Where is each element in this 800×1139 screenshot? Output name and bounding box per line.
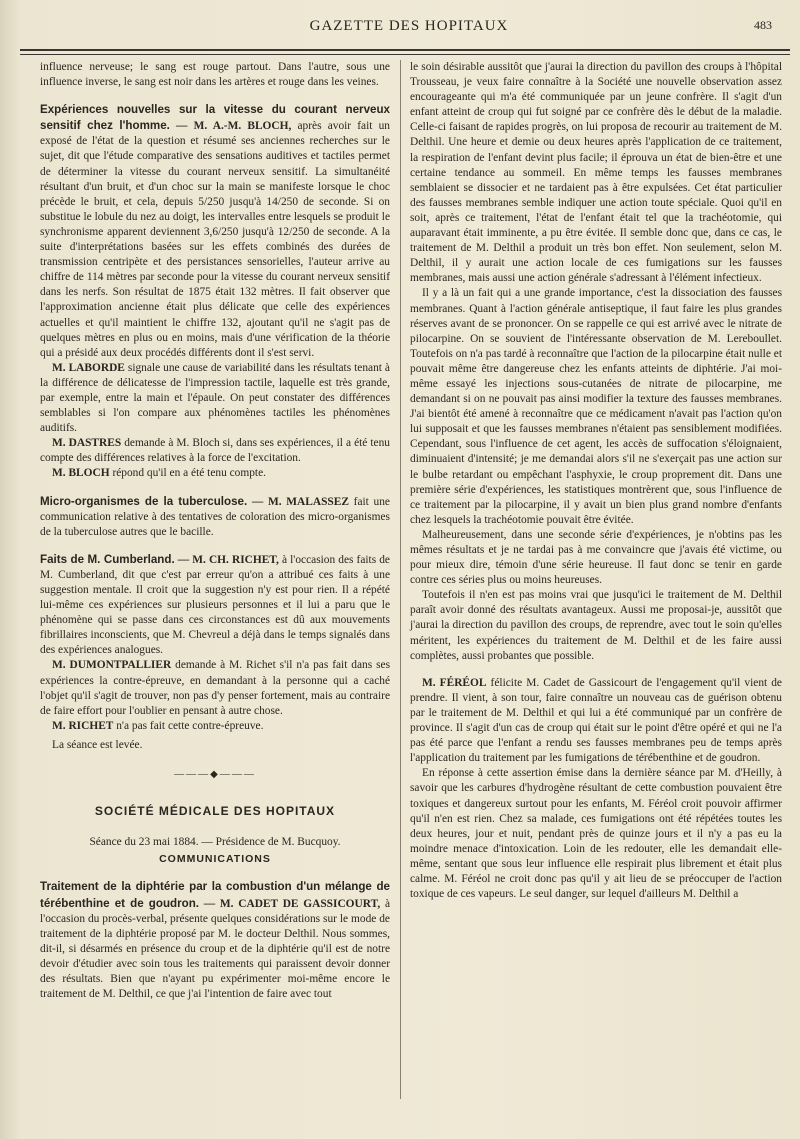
right-column <box>410 60 782 902</box>
paragraph <box>40 361 390 436</box>
paragraph-text: n'a pas fait cette contre-épreuve. <box>113 719 264 732</box>
paragraph <box>410 676 782 767</box>
left-column <box>40 60 390 1002</box>
speaker-name: M. RICHET <box>52 719 114 732</box>
section-heading: Micro-organismes de la tuberculose. <box>40 494 248 508</box>
speaker-name: — M. CH. RICHET, <box>177 553 279 566</box>
paragraph: influence nerveuse; le sang est rouge partout. Dans l'autre, sous une influence inverse, le sang est noir dans les artères et rouge dans les veines. <box>40 61 390 89</box>
paragraph-text: demande à M. Richet s'il n'a pas fait dans ses expériences la contre-épreuve, en demandant à la personne qui a caché l'objet qu'il s'agit de trouver, non pas d'y penser fortement, mais au contraire de faire effort pour l'oublier en pensant à autre chose. <box>40 659 391 717</box>
section-micro-organismes <box>40 494 390 540</box>
paragraph-text: après avoir fait un exposé de l'état de la question et résumé ses anciennes recherches sur le sujet, dit que l'étude comparative des sensations auditives et tactiles permet de déterminer la vitesse du courant nerveux sensitif. La simultanéité résultant d'un bruit, et d'un choc sur la main se manifeste lorsque le choc précède le bruit, et cela, depuis 5/250 jusqu'à 14/250 de seconde. Si on substitue le lobule du nez au doigt, les intervalles entre lesquels se produit le synchronisme apparent deviennent 3,6/250 jusqu'à 12/250 de seconde. A la suite d'interprétations basées sur les effets combinés des durées de transmission centripète et des persistances sensorielles, l'auteur arrive au chiffre de 114 mètres par seconde pour la vitesse du courant nerveux sensitif dans les nerfs. Son résultat de 1875 était 132 mètres. Il fait observer que l'approximation ancienne était plus délicate que celle des expériences actuelles et qu'il maintient le chiffre 132, ajoutant qu'il ne s'agit pas de quelques mètres en plus ou en moins, mais d'une vérification de la théorie qui a présidé aux deux procédés différents dont il s'est servi. <box>40 120 390 359</box>
paragraph-text: fait une communication relative à des tentatives de coloration des micro-organismes de la tuberculose autres que le bacille. <box>40 495 390 538</box>
closing-line: La séance est levée. <box>52 738 143 751</box>
speaker-name: M. DUMONTPALLIER <box>52 659 172 672</box>
section-heading: Expériences nouvelles sur la vitesse du courant nerveux sensitif chez l'homme. <box>40 103 390 133</box>
section-traitement-diphterie <box>40 879 390 1002</box>
section-cumberland <box>40 552 390 659</box>
speaker-name: M. DASTRES <box>52 437 122 450</box>
speaker-name: — M. A.-M. BLOCH, <box>176 120 292 133</box>
speaker-name: — M. MALASSEZ <box>251 495 349 508</box>
column-divider <box>400 60 401 1099</box>
communications-heading: COMMUNICATIONS <box>159 853 271 866</box>
speaker-name: M. FÉRÉOL <box>422 676 487 689</box>
running-title: GAZETTE DES HOPITAUX <box>309 18 509 34</box>
paragraph <box>40 658 390 718</box>
paragraph-text: à l'occasion des faits de M. Cumberland, dit que c'est par erreur qu'on a attribué ces faits à une suggestion mentale. Il croit que la suggestion n'y est pour rien. Il a répété lui-même ces expériences sur plusieurs personnes et il lui a paru que le phénomène qui se passe dans ces circonstances est dû aux mouvements fibrillaires inconscients, que M. Chevreul a déjà dans le temps signalés dans des expériences analogues. <box>40 553 390 657</box>
paragraph: Il y a là un fait qui a une grande importance, c'est la dissociation des fausses membranes. Quant à l'action générale antiseptique, il faut faire les plus grandes réserves avant de se prononcer. On se rappelle ce qui est arrivé avec le nitrate de pilocarpine. On se souvient de l'intéressante observation de M. Lereboullet. Toutefois on n'a pas tardé à reconnaître que l'action de la pilocarpine était nulle et pouvait même être dangereuse chez les enfants atteints de diphtérie. J'ai moi-même essayé les injections sous-cutanées de nitrate de pilocarpine, me demandant si on ne pouvait pas ainsi modifier la texture des fausses membranes. J'ai bientôt été amené à reconnaître que ce médicament n'avait pas l'action qu'on lui supposait et que les fausses membranes n'étaient pas sensiblement modifiées. Cependant, sous l'influence de cet agent, les accès de suffocation s'éloignaient, diminuaient d'intensité; je me demandai alors s'il ne s'exerçait pas une action sur le bulbe retardant ou empêchant l'asphyxie, le croup proprement dit. Dans une première série d'expériences, les statistiques montrèrent que, sous l'influence de ce traitement par la pilocarpine, il y avait un bien plus grand nombre d'enfants chez lesquels la trachéotomie pouvait être évitée. <box>410 287 782 526</box>
paragraph-text: signale une cause de variabilité dans les résultats tenant à la différence de délicatesse de l'impression tactile, laquelle est très grande, par exemple, entre la main et l'épaule. On peut constater des différences semblables si l'on compare aux phénomènes tactiles les phénomènes auditifs. <box>40 361 390 435</box>
paragraph-text: à l'occasion du procès-verbal, présente quelques considérations sur le mode de traitement de la diphtérie proposé par M. le docteur Delthil. Nous sommes, dit-il, si désarmés en présence du croup et de la diphtérie qu'il est de notre devoir d'étudier avec soin tous les traitements qui paraissent devoir donner des résultats. Bien que n'ayant pu expérimenter moi-même encore le traitement de M. Delthil, ce que j'ai l'intention de faire avec tout <box>40 897 390 1001</box>
paragraph: le soin désirable aussitôt que j'aurai la direction du pavillon des croups à l'hôpital Trousseau, je veux faire connaître à la Société une nouvelle observation assez encourageante qui m'a été communiquée par un jeune confrère. Il s'agit d'un enfant atteint de croup qui fut soigné par ce confrère dès le début de la maladie. Celle-ci faisant de rapides progrès, on lui proposa de recourir au traitement de M. Delthil. Une heure et demie ou deux heures après l'application de ce traitement, la respiration de l'enfant devint plus facile; il éprouva un état de bien-être et une certaine tendance au sommeil. En même temps les fausses membranes semblaient se dissocier et ne tardaient pas à être expulsées. Cet état particulier des fausses membranes semble indiquer une action toute spéciale. Quoi qu'il en soit, après ce traitement, l'état de l'enfant était tel que la trachéotomie, qui auparavant était imminente, a pu être évitée. Il semble donc que, dans ce cas, le traitement de M. Delthil a produit un très bon effet. Non seulement, selon M. Delthil, il y aurait une action locale de ces fumigations sur les fausses membranes, mais aussi une action générale s'adressant à l'élément infectieux. <box>410 61 782 285</box>
paragraph <box>40 719 390 734</box>
session-line: Séance du 23 mai 1884. — Présidence de M. Bucquoy. <box>89 836 341 849</box>
paragraph-text: félicite M. Cadet de Gassicourt de l'engagement qu'il vient de prendre. Il vient, à son tour, faire connaître un nouveau cas de guérison obtenu par le traitement de M. Delthil et qui lui a été communiqué par un confrère de province. Il s'agit d'un cas de croup qui était sur le point d'être opéré et qui ne l'a pas été parce que l'enfant a rendu ses fausses membranes peu de temps après l'application du traitement par les fumigations de térébenthine et de goudron. <box>410 676 782 765</box>
paragraph: Malheureusement, dans une seconde série d'expériences, je n'obtins pas les mêmes résultats et je ne tardai pas à me convaincre que j'avais été victime, ou pour mieux dire, témoin d'une série heureuse. Il faut donc se tenir en garde contre ces séries plus ou moins heureuses. <box>410 528 782 587</box>
header-rule-thick <box>20 49 790 51</box>
speaker-name: — M. CADET DE GASSICOURT, <box>203 897 381 910</box>
section-heading: Faits de M. Cumberland. <box>40 552 175 566</box>
page-number: 483 <box>754 18 772 32</box>
paragraph-text: répond qu'il en a été tenu compte. <box>109 467 266 480</box>
speaker-name: M. LABORDE <box>52 361 125 374</box>
paragraph <box>40 436 390 466</box>
paragraph: Toutefois il n'en est pas moins vrai que jusqu'ici le traitement de M. Delthil paraît avoir donné des résultats avantageux. Aussi me proposai-je, aussitôt que j'aurai la direction du pavillon des croups, de reprendre, avec tout le soin qu'elles méritent, les expériences du traitement de M. Delthil et de les faire aussi complètes, aussi probantes que possible. <box>410 589 782 662</box>
speaker-name: M. BLOCH <box>52 467 110 480</box>
ornament-separator: ———◆——— <box>174 769 256 781</box>
paragraph-text: demande à M. Bloch si, dans ses expériences, il a été tenu compte des différences relatives à la force de l'excitation. <box>40 437 390 465</box>
paragraph: En réponse à cette assertion émise dans la dernière séance par M. d'Heilly, à savoir que les carbures d'hydrogène résultant de cette combustion pouvaient être toxiques et dangereux surtout pour les enfants, M. Féréol croit pouvoir affirmer qu'il n'en est rien. Chez sa malade, ces fumigations ont été répétées toutes les deux heures, jour et nuit, pendant près de quinze jours et il n'y a pas eu la moindre menace d'intoxication. Loin de les redouter, elle les demandait elle-même, sentant que sous leur influence elle respirait plus librement et était plus calme. M. Féréol ne croit donc pas qu'il y ait lieu de se préoccuper de l'action toxique de ces vapeurs. Le seul danger, sur lequel d'ailleurs M. Delthil a <box>410 767 782 901</box>
section-heading: Traitement de la diphtérie par la combustion d'un mélange de térébenthine et de goudron. <box>40 880 390 910</box>
section-expériences <box>40 102 390 361</box>
header-rule-thin <box>20 54 790 55</box>
society-title: SOCIÉTÉ MÉDICALE DES HOPITAUX <box>94 804 336 819</box>
page-header <box>32 14 786 48</box>
paragraph <box>40 466 390 481</box>
